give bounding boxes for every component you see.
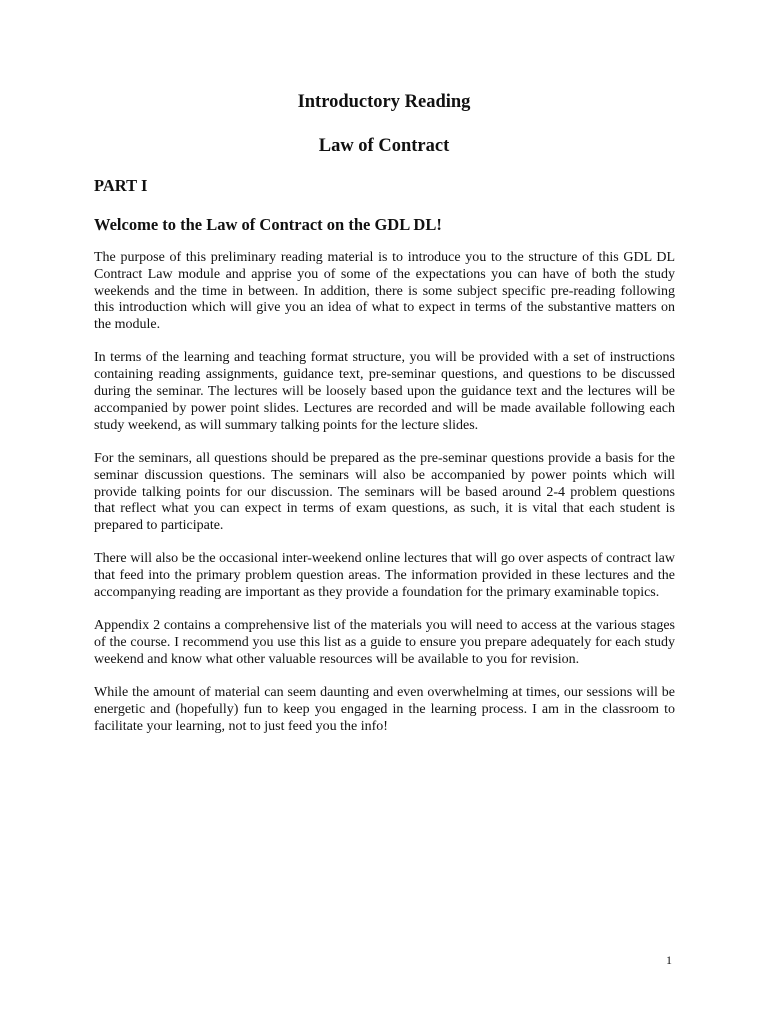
body-text <box>94 250 675 752</box>
paragraph-purpose: The purpose of this preliminary reading material is to introduce you to the structure of this GDL DL Contract Law module and apprise you of some of the expectations you can have of both the study weekends and the time in between. In addition, there is some subject specific pre-reading following this introduction which will give you an idea of what to expect in terms of the substantive matters on the module. <box>94 250 675 333</box>
paragraph-seminars: For the seminars, all questions should be prepared as the pre-seminar questions provide a basis for the seminar discussion questions. The seminars will also be accompanied by power points which will provide talking points for our discussion. The seminars will be based around 2-4 problem questions that reflect what you can expect in terms of exam questions, as such, it is vital that each student is prepared to participate. <box>94 450 675 534</box>
paragraph-learning-format: In terms of the learning and teaching format structure, you will be provided with a set of instructions containing reading assignments, guidance text, pre-seminar questions, and questions to be discussed during the seminar. The lectures will be loosely based upon the guidance text and the lectures will be accompanied by power point slides. Lectures are recorded and will be made available following each study weekend, as will summary talking points for the lecture slides. <box>94 350 675 433</box>
welcome-heading: Welcome to the Law of Contract on the GDL DL! <box>94 215 442 234</box>
page-number: 1 <box>666 953 672 967</box>
page-subtitle: Law of Contract <box>318 136 450 156</box>
part-heading: PART I <box>94 176 148 195</box>
paragraph-appendix: Appendix 2 contains a comprehensive list of the materials you will need to access at the various stages of the course. I recommend you use this list as a guide to ensure you prepare adequately for each study weekend and know what other valuable resources will be available to you for revision. <box>94 618 675 667</box>
paragraph-closing: While the amount of material can seem daunting and even overwhelming at times, our sessions will be energetic and (hopefully) fun to keep you engaged in the learning process. I am in the classroom to facilitate your learning, not to just feed you the info! <box>94 685 675 734</box>
paragraph-online-lectures: There will also be the occasional inter-weekend online lectures that will go over aspects of contract law that feed into the primary problem question areas. The information provided in these lectures and the accompanying reading are important as they provide a foundation for the primary examinable topics. <box>94 551 675 601</box>
page-title: Introductory Reading <box>297 92 471 112</box>
